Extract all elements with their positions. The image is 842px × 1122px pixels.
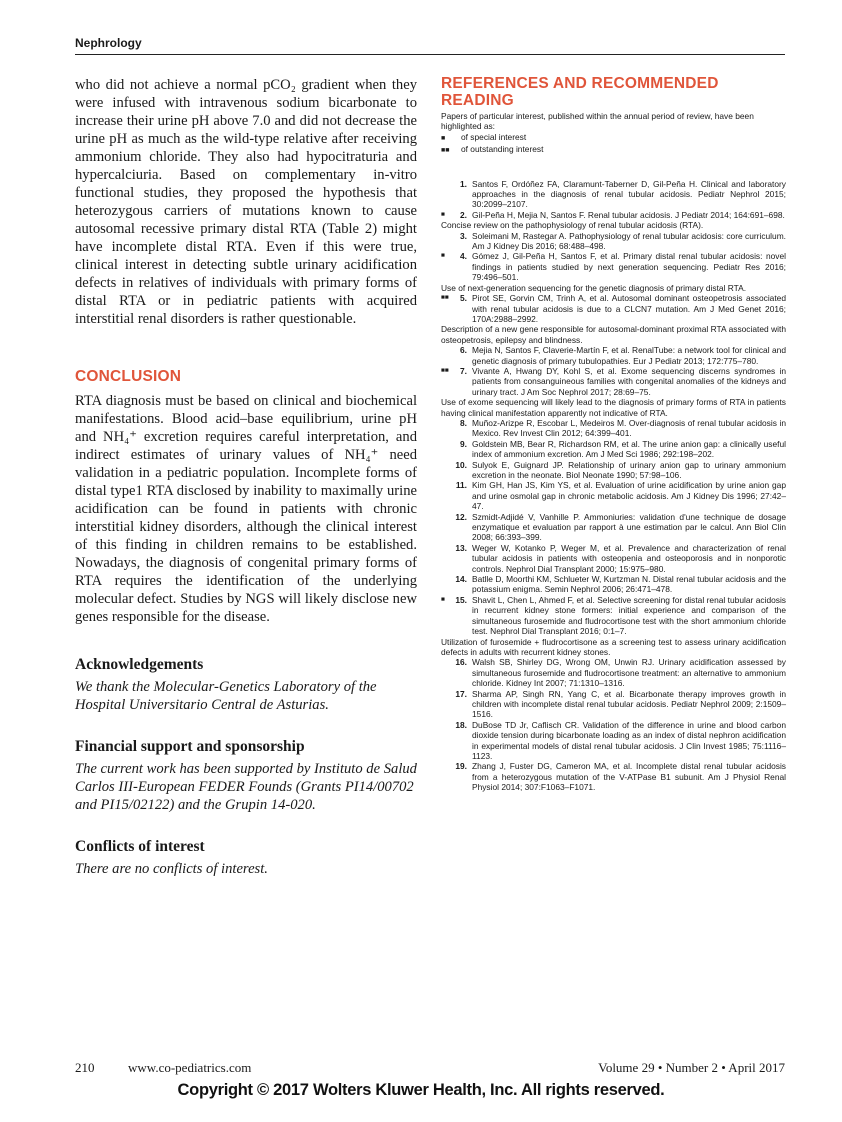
header-rule — [75, 54, 785, 55]
reference-number: 19. — [455, 761, 467, 772]
reference-number: 2. — [460, 209, 467, 220]
conclusion-paragraph: RTA diagnosis must be based on clinical and biochemical manifestations. Blood acid–base equilibrium, urine pH and NH₄⁺ excretion requires careful interpretation, and indirect estimates of urinary values of NH₄⁺ need validation in a pediatric population. Incomplete forms of distal type1 RTA disclosed by inability to maximally urine acidification can be found in patients with chronic interstitial kidney disorders, although the clinical interest of this finding in children remains to be established. Nowadays, the diagnosis of congenital primary forms of RTA requires the identification of the underlying molecular defect. Studies by NGS will likely disclose new genes responsible for the disease. — [75, 393, 417, 625]
reference-text: Mejia N, Santos F, Claverie-Martín F, et al. RenalTube: a network tool for clinical and genetic diagnosis of primary tubulopathies. Eur J Pediatr 2013; 172:775–780. — [472, 345, 786, 366]
reference-text: Walsh SB, Shirley DG, Wrong OM, Unwin RJ. Urinary acidification assessed by simultaneous furosemide and fludrocortisone treatment: an alternative to ammonium chloride. Kidney Int 2007; 71:1310–1316. — [472, 657, 786, 689]
reference-item — [441, 657, 786, 688]
reference-number: 13. — [455, 542, 467, 553]
reference-number: 7. — [460, 365, 467, 376]
reference-item — [441, 345, 786, 366]
reference-text: Santos F, Ordóñez FA, Claramunt-Taberner D, Gil-Peña H. Clinical and laboratory approaches in the diagnosis of renal tubular acidosis. Pediatr Nephrol 2015; 30:2099–2107. — [472, 178, 786, 210]
left-column — [75, 76, 417, 878]
references-column — [441, 75, 786, 793]
reference-number: 11. — [455, 480, 467, 491]
acknowledgements-text: We thank the Molecular-Genetics Laboratory of the Hospital Universitario Central de Asturias. — [75, 679, 377, 713]
reference-item — [441, 574, 786, 595]
double-square-icon: ■■ — [441, 366, 449, 374]
legend-special-label: of special interest — [461, 131, 527, 142]
references-heading-line2: READING — [441, 92, 514, 109]
single-square-icon: ■ — [441, 252, 445, 260]
references-heading — [441, 75, 786, 109]
reference-number: 18. — [455, 719, 467, 730]
reference-annotation: Use of exome sequencing will likely lead to the diagnosis of primary forms of RTA in patients having clinical manifestation apparently not indicative of RTA. — [441, 397, 786, 418]
reference-number: 16. — [455, 657, 467, 668]
reference-annotation: Description of a new gene responsible for autosomal-dominant proximal RTA associated with osteopetrosis, epilepsy and blindness. — [441, 324, 786, 345]
reference-item — [441, 231, 786, 252]
reference-annotation: Utilization of furosemide + fludrocortisone as a screening test to assess urinary acidification defects in adults with recurrent kidney stones. — [441, 636, 786, 657]
single-square-icon: ■ — [441, 595, 445, 603]
journal-website: www.co-pediatrics.com — [128, 1060, 252, 1075]
reference-text: Gil-Peña H, Mejia N, Santos F. Renal tubular acidosis. J Pediatr 2014; 164:691–698. — [472, 209, 785, 220]
reference-number: 15. — [455, 594, 467, 605]
reference-number: 8. — [460, 417, 467, 428]
reference-number: 3. — [460, 230, 467, 241]
acknowledgements-heading: Acknowledgements — [75, 656, 204, 673]
reference-number: 14. — [455, 574, 467, 585]
references-heading-line1: REFERENCES AND RECOMMENDED — [441, 75, 719, 92]
reference-annotation: Concise review on the pathophysiology of renal tubular acidosis (RTA). — [441, 220, 704, 231]
reference-text: Soleimani M, Rastegar A. Pathophysiology of renal tubular acidosis: core curriculum. Am J Kidney Dis 2016; 68:488–498. — [472, 230, 786, 252]
financial-support-heading: Financial support and sponsorship — [75, 738, 305, 755]
conclusion-heading: CONCLUSION — [75, 368, 182, 385]
reference-text: Zhang J, Fuster DG, Cameron MA, et al. Incomplete distal renal tubular acidosis from a heterozygous mutation of the V-ATPase B1 subunit. Am J Physiol Renal Physiol 2014; 307:F1063–F1071. — [472, 761, 786, 793]
reference-number: 10. — [455, 459, 467, 470]
reference-number: 4. — [460, 251, 467, 262]
single-square-icon: ■ — [441, 134, 446, 142]
reference-text: Sulyok E, Guignard JP. Relationship of urinary anion gap to urinary ammonium excretion in the neonate. Biol Neonate 1990; 57:98–106. — [472, 459, 786, 480]
reference-item — [441, 689, 786, 720]
reference-text: DuBose TD Jr, Caflisch CR. Validation of the difference in urine and blood carbon dioxide tension during bicarbonate loading as an index of distal nephron acidification in experimental models of distal renal tubular acidosis. J Clin Invest 1985; 75:1116–1123. — [472, 719, 786, 761]
issue-info: Volume 29 • Number 2 • April 2017 — [598, 1060, 785, 1075]
reference-number: 17. — [455, 688, 467, 699]
legend-outstanding-label: of outstanding interest — [461, 144, 544, 155]
legend-special — [441, 132, 786, 144]
double-square-icon: ■■ — [441, 294, 449, 302]
conflicts-text: There are no conflicts of interest. — [75, 861, 268, 877]
financial-support-text: The current work has been supported by Instituto de Salud Carlos III-European FEDER Founds (Grants PI14/00702 and PI15/02122) and the Grupin 14-020. — [75, 761, 417, 813]
single-square-icon: ■ — [441, 210, 445, 218]
reference-list — [441, 179, 786, 793]
reference-number: 12. — [455, 511, 467, 522]
reference-text: Goldstein MB, Bear R, Richardson RM, et al. The urine anion gap: a clinically useful index of ammonium excretion. Am J Med Sci 1986; 292:198–202. — [472, 438, 786, 460]
running-head: Nephrology — [75, 36, 142, 50]
reference-item — [441, 460, 786, 481]
reference-text: Pirot SE, Gorvin CM, Trinh A, et al. Autosomal dominant osteopetrosis associated with renal tubular acidosis is due to a CLCN7 mutation. Am J Med Genet 2016; 170A:2988–2992. — [472, 293, 786, 324]
reference-item — [441, 480, 786, 511]
references-intro: Papers of particular interest, published within the annual period of review, have been highlighted as: — [441, 111, 754, 132]
page-number: 210 — [75, 1060, 95, 1075]
reference-item — [441, 251, 786, 282]
reference-number: 6. — [460, 345, 467, 356]
reference-item — [441, 366, 786, 397]
legend-outstanding — [441, 144, 786, 156]
reference-number: 1. — [460, 178, 467, 189]
reference-item — [441, 210, 786, 220]
reference-text: Gómez J, Gil-Peña H, Santos F, et al. Primary distal renal tubular acidosis: novel findings in patients studied by next generation sequencing. Pediatr Res 2016; 79:496–501. — [472, 251, 786, 283]
reference-item — [441, 761, 786, 792]
reference-text: Szmidt-Adjidé V, Vanhille P. Ammoniuries: validation d'une technique de dosage enzymatique et evaluation par rapport à une estimation par le calcul. Ann Biol Clin 2008; 66:393–399. — [472, 511, 786, 543]
reference-item — [441, 543, 786, 574]
reference-text: Sharma AP, Singh RN, Yang C, et al. Bicarbonate therapy improves growth in children with incomplete distal renal tubular acidosis. Pediatr Nephrol 2009; 2:1509–1516. — [472, 688, 786, 720]
reference-item — [441, 720, 786, 762]
reference-item — [441, 512, 786, 543]
double-square-icon: ■■ — [441, 147, 450, 155]
reference-text: Weger W, Kotanko P, Weger M, et al. Prevalence and characterization of renal tubular acidosis in patients with osteopenia and osteoporosis and in nonporotic controls. Nephrol Dial Transplant 2000; 15:975–980. — [472, 542, 786, 574]
reference-item — [441, 293, 786, 324]
conflicts-heading: Conflicts of interest — [75, 838, 205, 855]
body-paragraph: who did not achieve a normal pCO₂ gradient when they were infused with intravenous sodium bicarbonate to increase their urine pH above 7.0 and did not decrease the urine pH as much as the wild-type relative after receiving ammonium chloride. They also had hypocitraturia and hypercalciuria. Based on complementary in-vitro functional studies, they proposed the hypothesis that heterozygous carriers of mutations known to cause autosomal recessive primary distal RTA (Table 2) might have incomplete distal RTA. Even if this were true, clinical interest in detecting subtle urinary acidification defects in relatives of individuals with primary forms of distal RTA or in pediatric patients with acquired interstitial renal disorders is rather questionable. — [75, 77, 417, 327]
reference-text: Batlle D, Moorthi KM, Schlueter W, Kurtzman N. Distal renal tubular acidosis and the potassium enigma. Semin Nephrol 2006; 26:471–478. — [472, 574, 786, 595]
copyright-notice: Copyright © 2017 Wolters Kluwer Health, Inc. All rights reserved. — [177, 1081, 665, 1099]
reference-number: 5. — [460, 293, 467, 304]
reference-annotation: Use of next-generation sequencing for the genetic diagnosis of primary distal RTA. — [441, 282, 747, 293]
reference-text: Vivante A, Hwang DY, Kohl S, et al. Exome sequencing discerns syndromes in patients from consanguineous families with congenital anomalies of the kidneys and urinary tract. J Am Soc Nephrol 2017; 28:69–75. — [472, 365, 786, 397]
reference-item — [441, 439, 786, 460]
reference-item — [441, 179, 786, 210]
reference-item — [441, 418, 786, 439]
reference-text: Muñoz-Arizpe R, Escobar L, Medeiros M. Over-diagnosis of renal tubular acidosis in Mexico. Rev Invest Clin 2012; 64:399–401. — [472, 417, 786, 439]
reference-text: Shavit L, Chen L, Ahmed F, et al. Selective screening for distal renal tubular acidosis in recurrent kidney stone formers: initial experience and comparison of the simultaneous furosemide and fludrocortisone test with the short ammonium chloride test. Nephrol Dial Transplant 2016; 0:1–7. — [472, 594, 786, 637]
reference-text: Kim GH, Han JS, Kim YS, et al. Evaluation of urine acidification by urine anion gap and urine osmolal gap in chronic metabolic acidosis. Am J Kidney Dis 1996; 27:42–47. — [472, 480, 786, 512]
reference-item — [441, 595, 786, 637]
reference-number: 9. — [460, 438, 467, 449]
